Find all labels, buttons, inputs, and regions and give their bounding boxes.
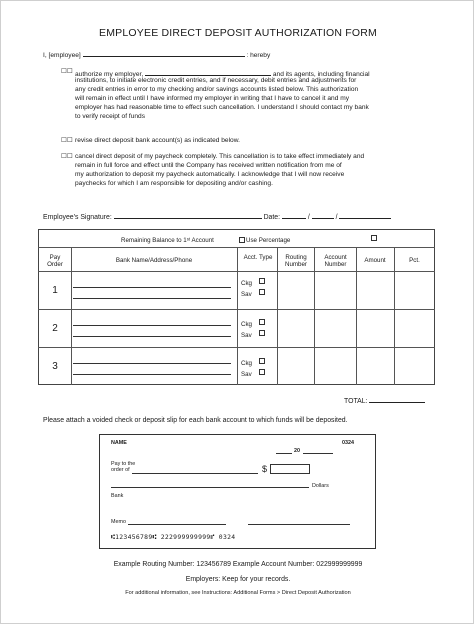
date-label: Date: <box>263 214 281 221</box>
option-cancel-line-2: remain in full force and effect until the Company has received written notification from me of <box>75 161 342 169</box>
row-3-sav-label: Sav <box>241 371 252 378</box>
total-line <box>344 395 425 407</box>
row-1-ckg-label: Ckg <box>241 280 253 287</box>
check-amount-box <box>270 464 310 474</box>
use-percentage-checkbox[interactable] <box>371 235 377 241</box>
option-cancel-checkbox[interactable]: ☐☐ <box>61 153 73 160</box>
row-2-ckg-checkbox[interactable] <box>259 319 265 325</box>
example-numbers: Example Routing Number: 123456789 Example Account Number: 022999999999 <box>113 561 363 568</box>
total-label: TOTAL: <box>344 398 368 405</box>
form-title: EMPLOYEE DIRECT DEPOSIT AUTHORIZATION FORM <box>99 27 377 39</box>
header-routing-number: Routing Number <box>284 254 307 269</box>
option-authorize-line-6: to verify receipt of funds <box>75 112 146 120</box>
signature-blank[interactable] <box>114 211 262 219</box>
row-3-bank-line-1[interactable] <box>73 363 231 364</box>
row-3-order: 3 <box>52 361 58 372</box>
intro-line <box>43 49 270 61</box>
row-2-sav-label: Sav <box>241 332 252 339</box>
row-1-bank-line-2[interactable] <box>73 298 231 299</box>
date-month-blank[interactable] <box>282 211 306 219</box>
sample-check <box>99 434 376 549</box>
header-bank-name: Bank Name/Address/Phone <box>115 257 193 264</box>
check-date-year: 20 <box>294 448 300 454</box>
intro-prefix: I, [employee] <box>43 52 81 59</box>
check-pay-to-line-1: Pay to the <box>111 461 136 467</box>
option-authorize-checkbox[interactable]: ☐☐ <box>61 68 73 75</box>
row-1-bank-line-1[interactable] <box>73 287 231 288</box>
row-1-ckg-checkbox[interactable] <box>259 278 265 284</box>
option-authorize-line-5: employer has had reasonable time to effect such cancellation. I understand I should contact my bank <box>75 103 369 111</box>
row-2-sav-checkbox[interactable] <box>259 330 265 336</box>
check-micr-line: ⑆123456789⑆ 222999999999⑈ 0324 <box>111 533 236 541</box>
check-name: NAME <box>111 440 127 446</box>
remaining-balance-label: Remaining Balance to 1ˢᵗ Account <box>121 237 214 244</box>
check-pay-to-line-2: order of <box>111 467 130 473</box>
row-1-sav-label: Sav <box>241 291 252 298</box>
row-2-ckg-label: Ckg <box>241 321 253 328</box>
row-3-ckg-label: Ckg <box>241 360 253 367</box>
header-acct-type: Acct. Type <box>243 254 273 261</box>
header-amount: Amount <box>364 257 386 264</box>
header-account-number: Account Number <box>324 254 347 269</box>
check-dollars-label: Dollars <box>312 483 329 489</box>
option-authorize-line-1: authorize my employer, and its agents, including financial <box>75 68 370 80</box>
signature-label: Employee's Signature: <box>43 214 112 221</box>
row-2-bank-line-1[interactable] <box>73 325 231 326</box>
row-3-sav-checkbox[interactable] <box>259 369 265 375</box>
check-bank-label: Bank <box>111 493 124 499</box>
row-2-order: 2 <box>52 323 58 334</box>
row-1-order: 1 <box>52 285 58 296</box>
employer-name-blank[interactable] <box>145 68 271 76</box>
footer-instructions: For additional information, see Instructions: Additional Forms > Direct Deposit Authorization <box>125 590 351 596</box>
option-authorize-line-2: institutions, to initiate electronic credit entries, and if necessary, debit entries and adjustments for <box>75 76 357 84</box>
intro-suffix: : hereby <box>246 52 271 59</box>
row-2-bank-line-2[interactable] <box>73 336 231 337</box>
employers-note: Employers: Keep for your records. <box>185 576 291 583</box>
row-3-bank-line-2[interactable] <box>73 374 231 375</box>
option-cancel-line-1: cancel direct deposit of my paycheck completely. This cancellation is to take effect immediately and <box>75 153 365 160</box>
option-cancel-line-3: my authorization to deposit my paycheck automatically. I acknowledge that I will now receive <box>75 170 345 178</box>
check-memo-label: Memo <box>111 519 126 525</box>
attach-note: Please attach a voided check or deposit slip for each bank account to which funds will be deposited. <box>43 417 348 424</box>
option-cancel-line-4: paychecks for which I am responsible for depositing and/or cashing. <box>75 179 273 187</box>
check-dollar-sign: $ <box>262 464 268 474</box>
header-pct: Pct. <box>409 257 420 264</box>
row-3-ckg-checkbox[interactable] <box>259 358 265 364</box>
header-pay-order: Pay Order <box>47 254 63 269</box>
date-day-blank[interactable] <box>312 211 334 219</box>
use-percentage-label: Use Percentage <box>246 237 291 244</box>
option-revise-line-1: revise direct deposit bank account(s) as indicated below. <box>75 137 240 144</box>
remaining-balance-checkbox[interactable] <box>239 237 245 243</box>
date-year-blank[interactable] <box>339 211 391 219</box>
employee-name-blank[interactable] <box>83 49 245 57</box>
signature-line: Employee's Signature: Date: / / <box>43 211 391 223</box>
row-1-sav-checkbox[interactable] <box>259 289 265 295</box>
option-authorize-line-3: any credit entries in error to my checking and/or savings accounts listed below. This authorization <box>75 85 359 93</box>
option-revise-checkbox[interactable]: ☐☐ <box>61 137 73 144</box>
check-number: 0324 <box>342 440 354 446</box>
total-blank[interactable] <box>369 395 425 403</box>
option-authorize-line-4: will remain in effect until I have informed my employer in writing that I have to cancel it and my <box>75 94 350 102</box>
